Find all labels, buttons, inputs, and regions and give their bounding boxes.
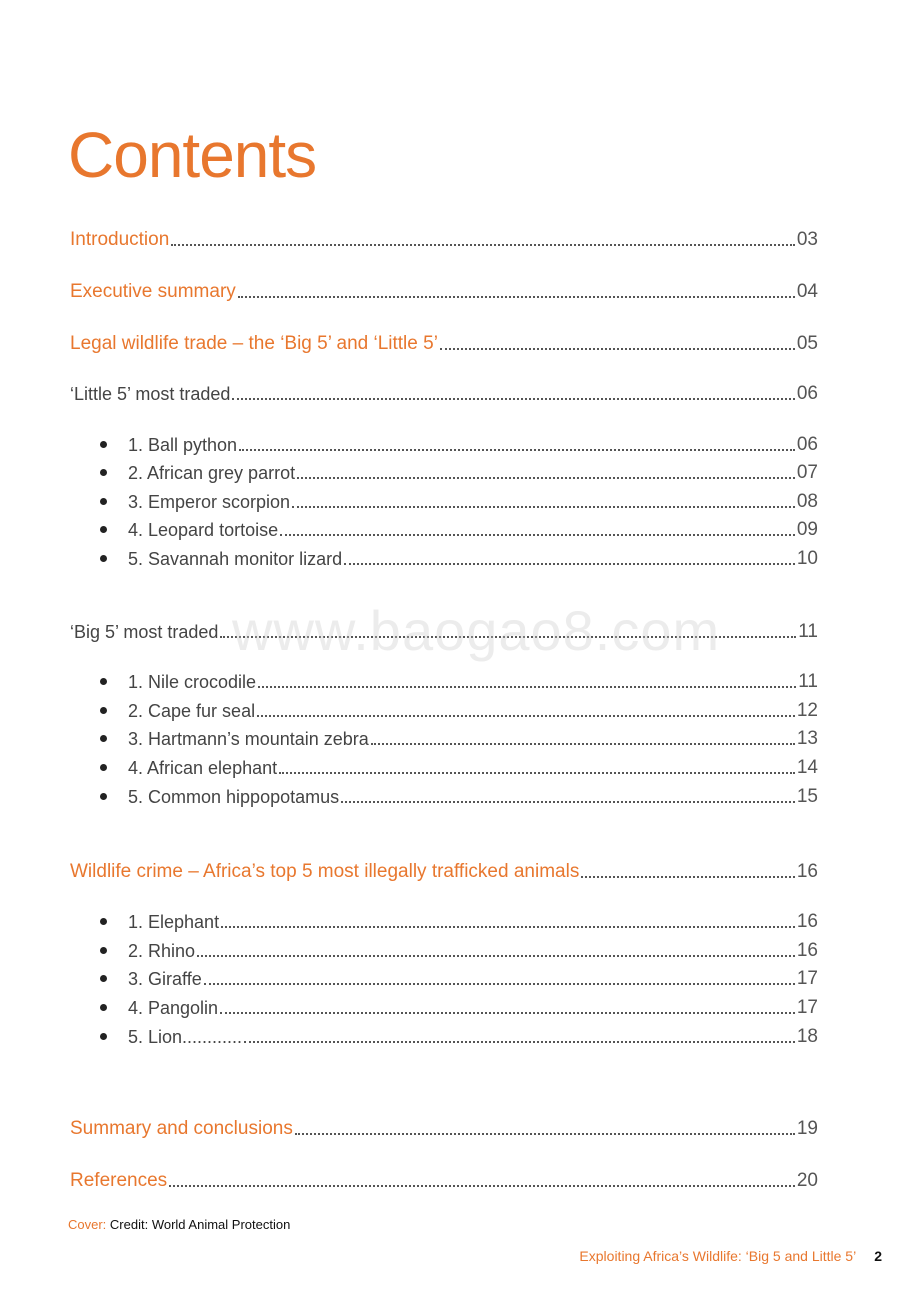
toc-entry-legal-wildlife-trade[interactable] — [70, 329, 818, 355]
page-number: 2 — [874, 1248, 882, 1264]
toc-entry-page: 20 — [796, 1170, 818, 1191]
toc-entry-executive-summary[interactable] — [70, 277, 818, 303]
dot-leader — [279, 771, 795, 774]
toc-entry-page: 06 — [796, 434, 818, 455]
toc-entry-big-5[interactable] — [70, 617, 818, 643]
toc-entry-summary[interactable] — [70, 1114, 818, 1140]
dot-leader — [238, 295, 795, 298]
toc-entry-page: 12 — [796, 700, 818, 721]
dot-leader — [204, 982, 795, 985]
dot-leader — [297, 476, 795, 479]
toc-entry-page: 17 — [796, 968, 818, 989]
toc-subentry[interactable] — [98, 544, 818, 570]
dot-leader — [220, 635, 796, 638]
toc-subentry[interactable] — [98, 753, 818, 779]
toc-entry-page: 03 — [796, 229, 818, 250]
footer-title: Exploiting Africa’s Wildlife: ‘Big 5 and Little 5’ — [579, 1248, 857, 1264]
toc-subentry[interactable] — [98, 430, 818, 456]
toc-entry-label: References — [70, 1170, 168, 1191]
toc-subentry[interactable] — [98, 1022, 818, 1048]
dot-leader — [232, 397, 794, 400]
toc-entry-page: 15 — [796, 786, 818, 807]
bullet-icon — [100, 555, 107, 562]
bullet-icon — [100, 469, 107, 476]
dot-leader — [239, 448, 795, 451]
toc-subentry[interactable] — [98, 487, 818, 513]
bullet-icon — [100, 441, 107, 448]
toc-subentry[interactable] — [98, 696, 818, 722]
dot-leader — [292, 505, 795, 508]
toc-entry-label: 3. Hartmann’s mountain zebra — [128, 729, 369, 749]
toc-subentry[interactable] — [98, 964, 818, 990]
toc-entry-label: Introduction — [70, 229, 170, 250]
toc-entry-page: 17 — [796, 997, 818, 1018]
dot-leader — [257, 714, 795, 717]
toc-entry-label: 1. Nile crocodile — [128, 672, 257, 692]
dot-leader — [440, 347, 795, 350]
toc-entry-label: 1. Elephant — [128, 912, 220, 932]
toc-subentry[interactable] — [98, 782, 818, 808]
watermark: www.baogao8.com — [232, 599, 721, 662]
toc-entry-label: 2. Rhino — [128, 941, 196, 961]
toc-entry-label: 4. Pangolin — [128, 998, 219, 1018]
bullet-icon — [100, 918, 107, 925]
toc-entry-page: 19 — [796, 1118, 818, 1139]
dot-leader — [341, 800, 795, 803]
dot-leader — [244, 1040, 795, 1043]
toc-entry-label: ‘Big 5’ most traded — [70, 622, 219, 642]
toc-entry-label: 5. Lion............ — [128, 1027, 243, 1047]
toc-entry-page: 13 — [796, 728, 818, 749]
bullet-icon — [100, 735, 107, 742]
toc-entry-label: 4. Leopard tortoise — [128, 520, 279, 540]
bullet-icon — [100, 1033, 107, 1040]
toc-entry-little-5[interactable] — [70, 379, 818, 405]
dot-leader — [371, 742, 795, 745]
toc-subentry[interactable] — [98, 515, 818, 541]
toc-entry-label: Legal wildlife trade – the ‘Big 5’ and ‘Little 5’ — [70, 333, 438, 354]
dot-leader — [171, 243, 795, 246]
toc-entry-label: 4. African elephant — [128, 758, 278, 778]
toc-entry-label: ‘Little 5’ most traded — [70, 384, 231, 404]
bullet-icon — [100, 707, 107, 714]
cover-credit-label: Cover: — [68, 1217, 107, 1232]
toc-entry-wildlife-crime[interactable] — [70, 857, 818, 883]
page-footer — [579, 1248, 882, 1264]
toc-entry-page: 16 — [796, 861, 818, 882]
page-title: Contents — [68, 119, 317, 191]
dot-leader — [344, 562, 795, 565]
toc-subentry[interactable] — [98, 936, 818, 962]
toc-entry-page: 05 — [796, 333, 818, 354]
toc-entry-introduction[interactable] — [70, 225, 818, 251]
bullet-icon — [100, 526, 107, 533]
dot-leader — [295, 1132, 795, 1135]
toc-entry-page: 18 — [796, 1026, 818, 1047]
dot-leader — [221, 925, 795, 928]
toc-entry-page: 10 — [796, 548, 818, 569]
toc-entry-label: 1. Ball python — [128, 435, 238, 455]
toc-entry-references[interactable] — [70, 1166, 818, 1192]
toc-entry-label: 5. Savannah monitor lizard — [128, 549, 343, 569]
toc-entry-page: 08 — [796, 491, 818, 512]
dot-leader — [197, 954, 795, 957]
bullet-icon — [100, 793, 107, 800]
toc-entry-page: 06 — [796, 383, 818, 404]
toc-entry-label: 3. Giraffe — [128, 969, 202, 989]
bullet-icon — [100, 947, 107, 954]
toc-subentry[interactable] — [98, 907, 818, 933]
bullet-icon — [100, 1004, 107, 1011]
cover-credit-text: Credit: World Animal Protection — [109, 1217, 291, 1232]
dot-leader — [280, 533, 795, 536]
toc-subentry[interactable] — [98, 724, 818, 750]
dot-leader — [258, 685, 796, 688]
bullet-icon — [100, 678, 107, 685]
toc-entry-label: 3. Emperor scorpion — [128, 492, 291, 512]
toc-entry-page: 14 — [796, 757, 818, 778]
toc-entry-label: 5. Common hippopotamus — [128, 787, 340, 807]
toc-entry-page: 04 — [796, 281, 818, 302]
toc-subentry[interactable] — [98, 458, 818, 484]
toc-entry-page: 16 — [796, 911, 818, 932]
toc-entry-label: 2. African grey parrot — [128, 463, 296, 483]
toc-entry-page: 11 — [798, 671, 818, 692]
dot-leader — [220, 1011, 795, 1014]
toc-entry-label: 2. Cape fur seal — [128, 701, 256, 721]
bullet-icon — [100, 498, 107, 505]
bullet-icon — [100, 975, 107, 982]
toc-subentry[interactable] — [98, 667, 818, 693]
toc-entry-page: 16 — [796, 940, 818, 961]
dot-leader — [581, 875, 795, 878]
toc-entry-label: Summary and conclusions — [70, 1118, 293, 1139]
toc-entry-label: Wildlife crime – Africa’s top 5 most illegally trafficked animals — [70, 861, 580, 882]
cover-credit — [68, 1217, 290, 1232]
toc-entry-page: 11 — [798, 621, 818, 642]
toc-entry-label: Executive summary — [70, 281, 236, 302]
toc-subentry[interactable] — [98, 993, 818, 1019]
dot-leader — [169, 1184, 795, 1187]
toc-entry-page: 07 — [796, 462, 818, 483]
toc-entry-page: 09 — [796, 519, 818, 540]
bullet-icon — [100, 764, 107, 771]
